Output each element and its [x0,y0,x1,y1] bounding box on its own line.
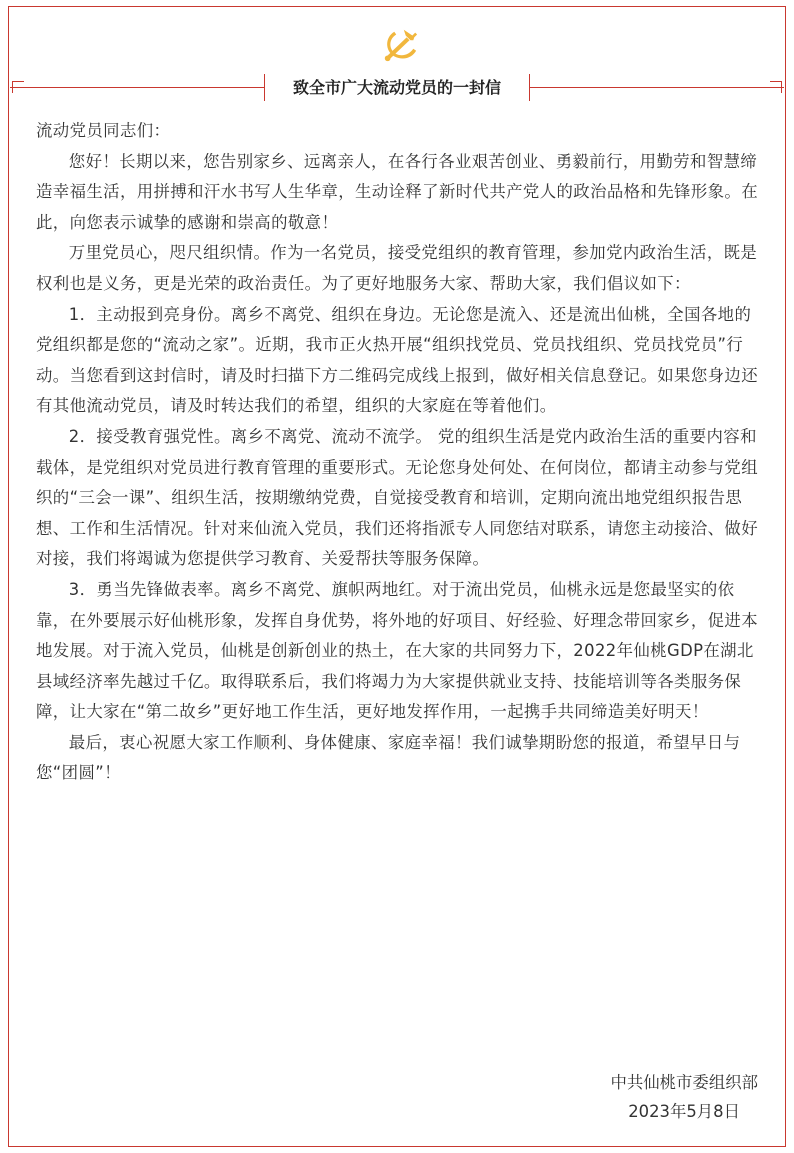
title-rule-left [10,87,264,88]
paragraph-intro: 您好！长期以来，您告别家乡、远离亲人，在各行各业艰苦创业、勇毅前行，用勤劳和智慧缔造幸福生活，用拼搏和汗水书写人生华章，生动诠释了新时代共产党人的政治品格和先锋形象。在此，向您表示诚挚的感谢和崇高的敬意！ [36,151,758,232]
greeting: 流动党员同志们： [36,121,171,140]
letter-title: 致全市广大流动党员的一封信 [264,74,530,101]
paragraph-proposal: 万里党员心，咫尺组织情。作为一名党员，接受党组织的教育管理，参加党内政治生活，既是权利也是义务，更是光荣的政治责任。为了更好地服务大家、帮助大家，我们倡议如下： [36,243,758,293]
title-rule-right [530,87,784,88]
signature-block [610,1068,758,1126]
paragraph-item-2: 2．接受教育强党性。离乡不离党、流动不流学。 党的组织生活是党内政治生活的重要内容和载体，是党组织对党员进行教育管理的重要形式。无论您身处何处、在何岗位，都请主动参与党组织的“三会一课”、组织生活，按期缴纳党费，自觉接受教育和培训，定期向流出地党组织报告思想、工作和生活情况。针对来仙流入党员，我们还将指派专人同您结对联系，请您主动接洽、做好对接，我们将竭诚为您提供学习教育、关爱帮扶等服务保障。 [36,426,758,569]
paragraph-item-1: 1．主动报到亮身份。离乡不离党、组织在身边。无论您是流入、还是流出仙桃，全国各地的党组织都是您的“流动之家”。近期，我市正火热开展“组织找党员、党员找组织、党员找党员”行动。当您看到这封信时，请及时扫描下方二维码完成线上报到，做好相关信息登记。如果您身边还有其他流动党员，请及时转达我们的希望，组织的大家庭在等着他们。 [36,304,758,416]
paragraph-item-3: 3．勇当先锋做表率。离乡不离党、旗帜两地红。对于流出党员，仙桃永远是您最坚实的依靠，在外要展示好仙桃形象，发挥自身优势，将外地的好项目、好经验、好理念带回家乡，促进本地发展。对于流入党员，仙桃是创新创业的热土，在大家的共同努力下，2022年仙桃GDP在湖北县域经济率先越过千亿。取得联系后，我们将竭力为大家提供就业支持、技能培训等各类服务保障，让大家在“第二故乡”更好地工作生活，更好地发挥作用，一起携手共同缔造美好明天！ [36,579,758,722]
signature-date: 2023年5月8日 [628,1102,740,1121]
letter-body [36,116,766,789]
paragraph-closing: 最后，衷心祝愿大家工作顺利、身体健康、家庭幸福！我们诚挚期盼您的报道，希望早日与您“团圆”！ [36,732,741,783]
signature-organization: 中共仙桃市委组织部 [610,1073,758,1092]
corner-ornament-right [770,81,782,93]
party-emblem-icon [381,26,419,64]
corner-ornament-left [12,81,24,93]
